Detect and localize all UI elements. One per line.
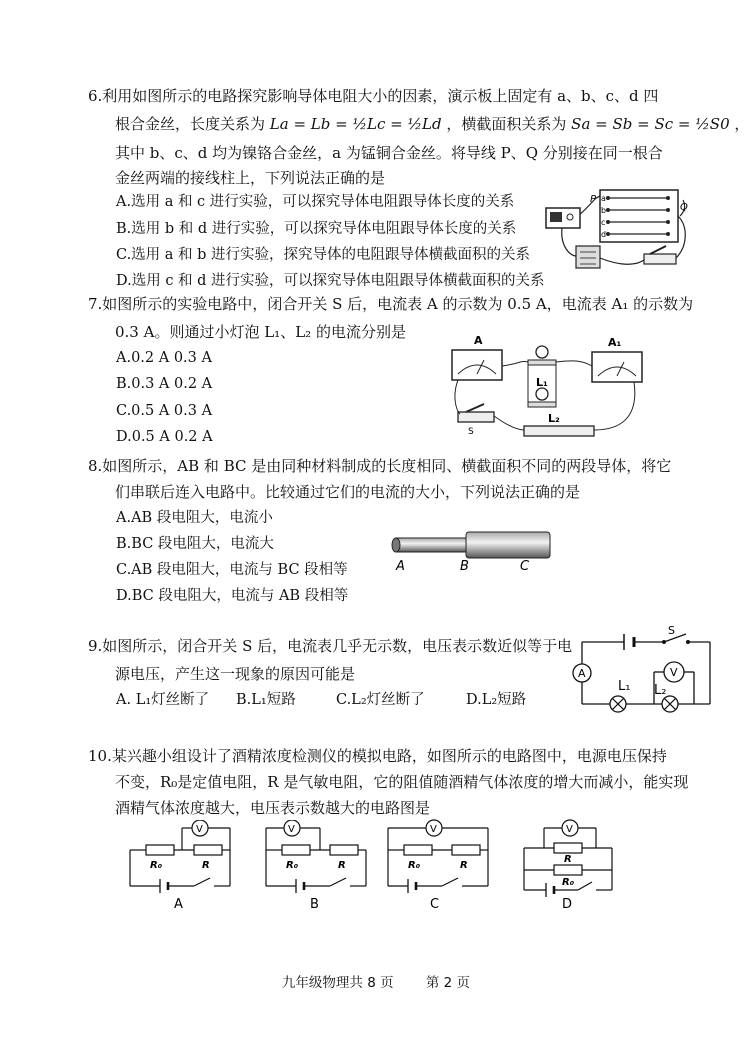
q10-d-label-r0: R₀ <box>562 877 575 888</box>
q6-stem-line1: 6.利用如图所示的电路探究影响导体电阻大小的因素，演示板上固定有 a、b、c、d 四 <box>88 87 659 105</box>
q9-option-c[interactable]: C.L₂灯丝断了 <box>336 692 425 708</box>
q6-stem-line2 <box>115 114 749 134</box>
q6-label-p: P <box>590 194 597 205</box>
q9-option-b[interactable]: B.L₁短路 <box>236 692 296 708</box>
q9-option-a[interactable]: A. L₁灯丝断了 <box>116 692 210 708</box>
q9-label-l2: L₂ <box>654 683 667 698</box>
q8-option-a[interactable]: A.AB 段电阻大，电流小 <box>116 510 273 526</box>
q10-circuit-b[interactable] <box>258 820 376 912</box>
q9-label-l1: L₁ <box>618 679 631 694</box>
q8-label-c: C <box>520 559 530 574</box>
q8-conductor-ab <box>396 538 466 552</box>
q7-option-a[interactable]: A.0.2 A 0.3 A <box>116 350 212 366</box>
q6-label-q: Q <box>680 202 688 213</box>
q7-label-l1: L₁ <box>536 376 548 389</box>
q7-bulb-l1 <box>536 388 548 400</box>
q10-stem-line1: 10.某兴趣小组设计了酒精浓度检测仪的模拟电路，如图所示的电路图中，电源电压保持 <box>88 747 667 765</box>
q6-battery <box>576 246 600 268</box>
q9-stem-line1: 9.如图所示，闭合开关 S 后，电流表几乎无示数，电压表示数近似等于电 <box>88 637 573 655</box>
q8-stem-line2: 们串联后连入电路中。比较通过它们的电流的大小，下列说法正确的是 <box>115 483 581 501</box>
q10-b-label-r: R <box>338 860 346 871</box>
q10-c-label-r0: R₀ <box>408 860 421 871</box>
q7-option-c[interactable]: C.0.5 A 0.3 A <box>116 403 213 419</box>
q10-a-label-r: R <box>202 860 210 871</box>
q6-option-b[interactable]: B.选用 b 和 d 进行实验，可以探究导体电阻跟导体长度的关系 <box>116 221 517 237</box>
q10-a-label-r0: R₀ <box>150 860 163 871</box>
q8-stem-line1: 8.如图所示，AB 和 BC 是由同种材料制成的长度相同、横截面积不同的两段导体，将它 <box>88 457 672 475</box>
q7-label-ammeter: A <box>474 334 483 347</box>
q7-switch <box>458 412 494 422</box>
q7-stem-line1: 7.如图所示的实验电路中，闭合开关 S 后，电流表 A 的示数为 0.5 A，电流表 A₁ 的示数为 <box>88 295 694 313</box>
q6-length-relation: La = Lb = ½Lc = ½Ld <box>269 115 442 133</box>
q8-label-b: B <box>460 559 469 574</box>
q6-area-relation: Sa = Sb = Sc = ½S0 <box>571 115 730 133</box>
q6-figure <box>540 186 690 276</box>
footer-page-number: 第 2 页 <box>425 975 471 991</box>
q9-label-ammeter: A <box>578 667 586 680</box>
q7-option-d[interactable]: D.0.5 A 0.2 A <box>116 429 213 445</box>
q7-label-ammeter1: A₁ <box>608 336 622 349</box>
q9-option-d[interactable]: D.L₂短路 <box>466 692 527 708</box>
q8-option-d[interactable]: D.BC 段电阻大，电流与 AB 段相等 <box>116 588 349 604</box>
q6-stem-line4: 金丝两端的接线柱上，下列说法正确的是 <box>115 169 386 187</box>
q7-label-switch: S <box>468 427 474 437</box>
q7-figure <box>448 330 648 442</box>
q6-stem-line2-pre: 根合金丝，长度关系为 <box>115 115 266 133</box>
footer-total-pages: 九年级物理共 8 页 <box>281 975 394 991</box>
q10-a-label-v: V <box>196 824 203 835</box>
q10-stem-line2-text: 不变，R₀是定值电阻，R 是气敏电阻，它的阻值随酒精气体浓度的增大而减小，能实现 <box>115 773 689 791</box>
q10-stem-line3: 酒精气体浓度越大，电压表示数越大的电路图是 <box>115 799 431 817</box>
q6-switch <box>644 254 676 264</box>
q6-stem-line2-mid: ，横截面积关系为 <box>446 115 567 133</box>
q8-label-a: A <box>396 559 405 574</box>
q10-circuit-c[interactable] <box>380 814 498 912</box>
q8-conductor-bc <box>466 532 550 558</box>
q7-bulb-top <box>536 346 548 358</box>
q10-stem-line2 <box>115 772 688 792</box>
q6-option-c[interactable]: C.选用 a 和 b 进行实验，探究导体的电阻跟导体横截面积的关系 <box>116 247 531 263</box>
q8-figure <box>386 524 566 574</box>
page-footer <box>0 971 752 991</box>
q10-circuit-a[interactable] <box>122 820 240 912</box>
q8-option-b[interactable]: B.BC 段电阻大，电流大 <box>116 536 274 552</box>
q8-option-c[interactable]: C.AB 段电阻大，电流与 BC 段相等 <box>116 562 348 578</box>
q6-option-d[interactable]: D.选用 c 和 d 进行实验，可以探究导体电阻跟导体横截面积的关系 <box>116 273 545 289</box>
q10-c-label: C <box>430 897 440 912</box>
q9-label-switch: S <box>668 624 675 637</box>
q10-a-label: A <box>174 897 183 912</box>
q6-wire-label-b: b <box>601 206 607 215</box>
q6-wire-label-a: a <box>601 194 606 203</box>
q9-figure <box>568 624 724 716</box>
q6-wire-label-d: d <box>601 230 607 239</box>
q10-c-label-v: V <box>430 824 437 835</box>
q7-option-b[interactable]: B.0.3 A 0.2 A <box>116 376 213 392</box>
q9-label-voltmeter: V <box>670 666 678 679</box>
q10-c-label-r: R <box>460 860 468 871</box>
q10-d-label: D <box>562 897 573 912</box>
q6-option-a[interactable]: A.选用 a 和 c 进行实验，可以探究导体电阻跟导体长度的关系 <box>116 194 515 210</box>
q10-circuit-d[interactable] <box>516 814 620 912</box>
q10-b-label-r0: R₀ <box>286 860 299 871</box>
q10-d-label-v: V <box>566 824 573 835</box>
q7-label-l2: L₂ <box>548 412 560 425</box>
q6-stem-line2-post: ， <box>734 115 750 133</box>
q7-battery <box>524 426 594 436</box>
q10-d-label-r: R <box>564 854 572 865</box>
q6-stem-line3: 其中 b、c、d 均为镍铬合金丝，a 为锰铜合金丝。将导线 P、Q 分别接在同一根合 <box>115 144 663 162</box>
q6-wire-label-c: c <box>601 218 606 227</box>
q10-b-label-v: V <box>288 824 295 835</box>
q7-stem-line2: 0.3 A。则通过小灯泡 L₁、L₂ 的电流分别是 <box>115 323 406 341</box>
q9-stem-line2: 源电压，产生这一现象的原因可能是 <box>115 665 356 683</box>
q10-b-label: B <box>310 897 319 912</box>
